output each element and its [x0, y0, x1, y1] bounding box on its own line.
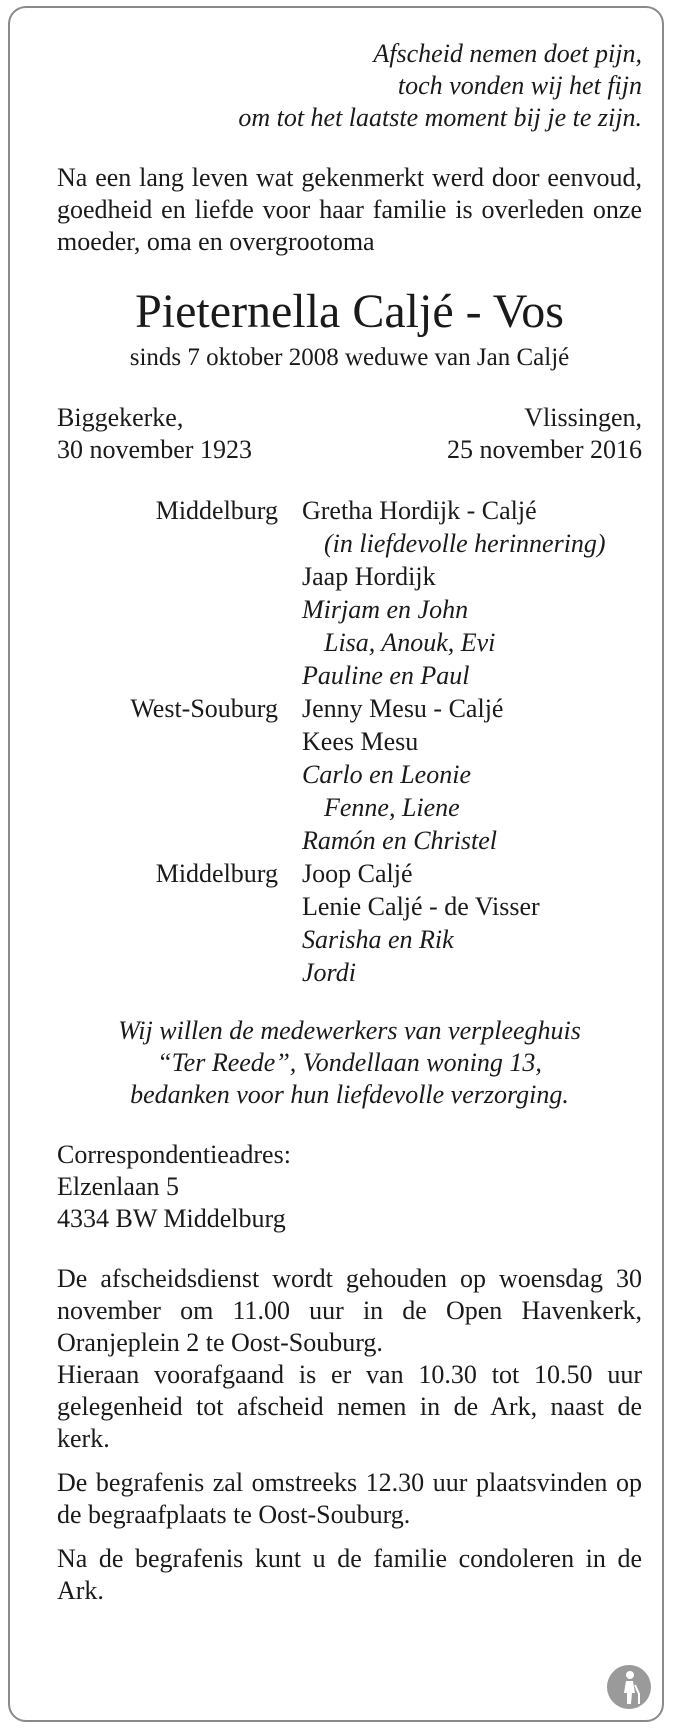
poem-line: Afscheid nemen doet pijn, — [373, 39, 642, 68]
family-city — [57, 758, 302, 791]
family-member: Pauline en Paul — [302, 661, 470, 690]
family-member: Jaap Hordijk — [302, 562, 436, 591]
thanks-line: Wij willen de medewerkers van verpleeghuis — [118, 1016, 581, 1045]
family-member: Carlo en Leonie — [302, 760, 471, 789]
death-date: 25 november 2016 — [447, 435, 642, 464]
birth-info — [57, 402, 252, 466]
thanks-text — [57, 1015, 642, 1111]
correspondence-address — [57, 1139, 642, 1235]
family-city: Middelburg — [155, 859, 278, 888]
family-member: Sarisha en Rik — [302, 925, 454, 954]
family-member: Jenny Mesu - Caljé — [302, 694, 504, 723]
obituary-card — [8, 6, 664, 1722]
poem — [57, 38, 642, 134]
birth-place: Biggekerke, — [57, 403, 184, 432]
family-city — [57, 560, 302, 593]
family-city: Middelburg — [155, 496, 278, 525]
poem-line: om tot het laatste moment bij je te zijn. — [238, 103, 642, 132]
birth-date: 30 november 1923 — [57, 435, 252, 464]
family-city — [57, 593, 302, 626]
condolence-info: Na de begrafenis kunt u de familie condoleren in de Ark. — [57, 1544, 642, 1605]
family-member: (in liefdevolle herinnering) — [324, 529, 606, 558]
address-city: 4334 BW Middelburg — [57, 1204, 286, 1233]
family-member: Mirjam en John — [302, 595, 469, 624]
farewell-info: Hieraan voorafgaand is er van 10.30 tot 10.50 uur gelegenheid tot afscheid nemen in de Ark, naast de kerk. — [57, 1360, 642, 1453]
family-member: Lenie Caljé - de Visser — [302, 892, 540, 921]
family-member: Fenne, Liene — [324, 793, 460, 822]
address-street: Elzenlaan 5 — [57, 1172, 179, 1201]
family-member: Kees Mesu — [302, 727, 419, 756]
poem-line: toch vonden wij het fijn — [397, 71, 642, 100]
family-city — [57, 824, 302, 857]
family-city — [57, 890, 302, 923]
family-list — [57, 494, 642, 989]
family-member: Lisa, Anouk, Evi — [324, 628, 496, 657]
thanks-line: bedanken voor hun liefdevolle verzorging. — [130, 1080, 569, 1109]
family-city — [57, 626, 302, 659]
widow-subtitle: sinds 7 oktober 2008 weduwe van Jan Caljé — [129, 344, 570, 371]
death-info — [447, 402, 642, 466]
family-city: West-Souburg — [130, 694, 278, 723]
thanks-line: “Ter Reede”, Vondellaan woning 13, — [157, 1048, 542, 1077]
obituary-content — [57, 38, 642, 1607]
family-city — [57, 725, 302, 758]
family-city — [57, 956, 302, 989]
family-city — [57, 659, 302, 692]
family-city — [57, 527, 302, 560]
burial-info: De begrafenis zal omstreeks 12.30 uur plaatsvinden op de begraafplaats te Oost-Souburg. — [57, 1468, 642, 1529]
death-place: Vlissingen, — [524, 403, 642, 432]
family-member: Jordi — [302, 958, 356, 987]
family-city — [57, 791, 302, 824]
family-member: Gretha Hordijk - Caljé — [302, 496, 537, 525]
deceased-name: Pieternella Caljé - Vos — [135, 285, 564, 338]
elderly-person-icon — [606, 1664, 652, 1710]
family-member: Ramón en Christel — [302, 826, 497, 855]
family-city — [57, 923, 302, 956]
address-label: Correspondentieadres: — [57, 1140, 291, 1169]
family-member: Joop Caljé — [302, 859, 413, 888]
birth-death-places — [57, 402, 642, 466]
intro-text: Na een lang leven wat gekenmerkt werd door eenvoud, goedheid en liefde voor haar familie is overleden onze moeder, oma en overgrootoma — [57, 163, 642, 256]
service-info: De afscheidsdienst wordt gehouden op woensdag 30 november om 11.00 uur in de Open Havenkerk, Oranjeplein 2 te Oost-Souburg. — [57, 1264, 642, 1357]
